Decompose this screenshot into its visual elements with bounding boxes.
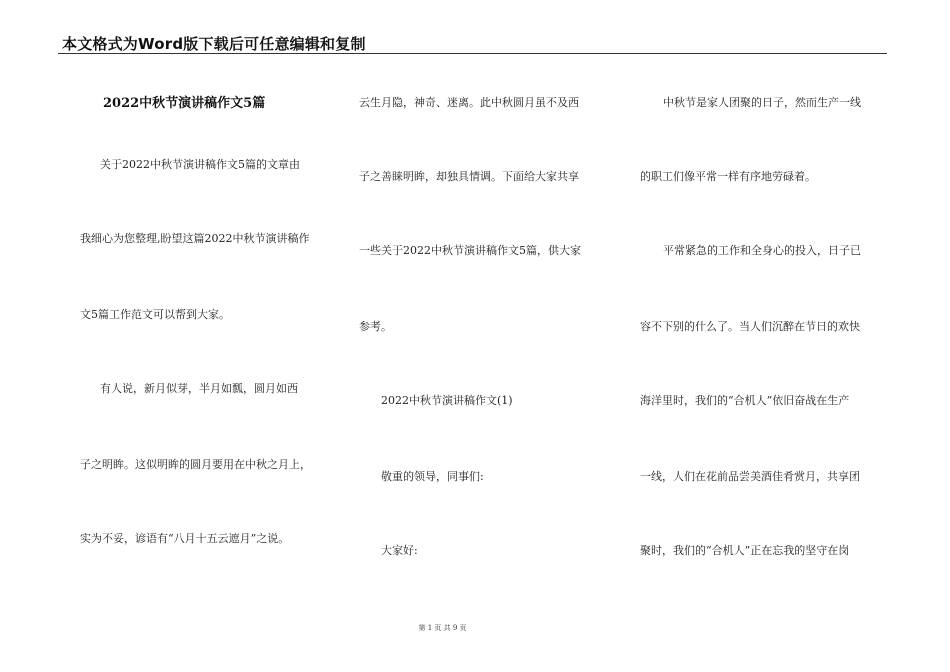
column-1-line-3: 文5篇工作范文可以帮到大家。 <box>80 308 230 321</box>
column-1-line-6: 实为不妥，谚语有“八月十五云遮月”之说。 <box>80 532 290 545</box>
column-1-line-2: 我细心为您整理,盼望这篇2022中秋节演讲稿作 <box>80 232 310 245</box>
column-1-line-1: 关于2022中秋节演讲稿作文5篇的文章由 <box>100 158 300 171</box>
page-footer: 第 1 页 共 9 页 <box>418 624 467 632</box>
column-2-line-4: 参考。 <box>359 320 392 333</box>
column-2-line-1: 云生月隐，神奇、迷离。此中秋圆月虽不及西 <box>359 96 579 109</box>
column-1-line-4: 有人说，新月似芽，半月如瓢，圆月如西 <box>100 382 298 395</box>
column-2-line-5: 2022中秋节演讲稿作文(1) <box>381 394 513 407</box>
column-2-line-3: 一些关于2022中秋节演讲稿作文5篇，供大家 <box>359 244 581 257</box>
column-3-line-1: 中秋节是家人团聚的日子，然而生产一线 <box>663 96 861 109</box>
column-2-line-2: 子之善睐明眸，却独具情调。下面给大家共享 <box>359 170 579 183</box>
document-title: 2022中秋节演讲稿作文5篇 <box>103 96 266 111</box>
document-banner: 本文格式为Word版下载后可任意编辑和复制 <box>62 35 366 53</box>
header-divider <box>58 53 887 54</box>
column-2-line-7: 大家好: <box>381 544 418 557</box>
column-3-line-2: 的职工们像平常一样有序地劳碌着。 <box>640 170 816 183</box>
column-3-line-3: 平常紧急的工作和全身心的投入，日子已 <box>663 244 861 257</box>
column-3-line-4: 容不下别的什么了。当人们沉醉在节日的欢快 <box>640 320 860 333</box>
column-3-line-7: 聚时，我们的“合机人”正在忘我的坚守在岗 <box>640 544 850 557</box>
column-3-line-5: 海洋里时，我们的“合机人”依旧奋战在生产 <box>640 394 850 407</box>
column-2-line-6: 敬重的领导，同事们: <box>381 470 484 483</box>
column-1-line-5: 子之明眸。这似明眸的圆月要用在中秋之月上， <box>80 458 311 471</box>
column-3-line-6: 一线，人们在花前品尝美酒佳肴赏月，共享团 <box>640 470 860 483</box>
